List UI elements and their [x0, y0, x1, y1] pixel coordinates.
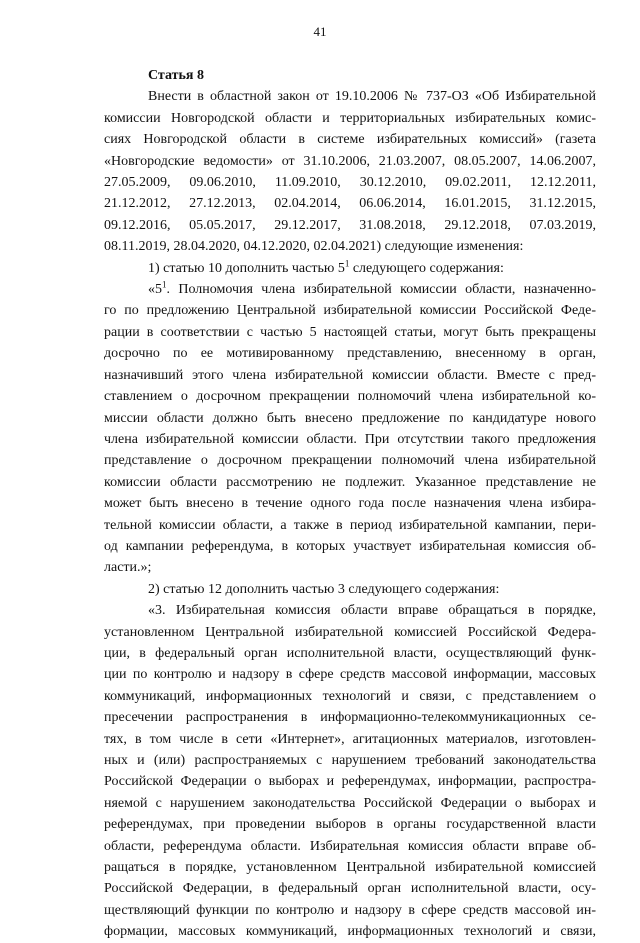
text-fragment: 1) статью 10 дополнить частью 5 — [148, 260, 345, 276]
superscript: 1 — [344, 258, 350, 268]
superscript: 1 — [162, 279, 167, 290]
text-line: 27.05.2009, 09.06.2010, 11.09.2010, 30.12.2010, 09.02.2011, 12.12.2011, — [104, 175, 596, 191]
text-line: Внести в областной закон от 19.10.2006 № 737-ОЗ «Об Избирательной — [148, 89, 596, 105]
text-line — [104, 258, 596, 279]
text-line: комиссии области рассмотрению не подлежит. Указанное представление не — [104, 474, 596, 490]
text-line — [104, 279, 596, 300]
text-line: сиях Новгородской области в системе избирательных комиссий» (газета — [104, 132, 596, 148]
text-line: назначивший этого члена избирательной комиссии области. Вместе с пред- — [104, 367, 596, 383]
text-line: тях, в том числе в сети «Интернет», агитационных материалов, изготовлен- — [104, 731, 596, 747]
text-line: Российской Федерации о выборах и референдумах, информации, распростра- — [104, 774, 596, 790]
text-line: «3. Избирательная комиссия области вправе обращаться в порядке, — [148, 603, 596, 619]
article-heading: Статья 8 — [148, 68, 204, 83]
text-line: установленном Центральной избирательной комиссией Российской Федера- — [104, 624, 596, 640]
text-line: коммуникаций, информационных технологий и связи, с представлением о — [104, 688, 596, 704]
text-line: 08.11.2019, 28.04.2020, 04.12.2020, 02.04.2021) следующие изменения: — [104, 239, 524, 255]
text-line: ных и (или) распространяемых с нарушением требований законодательства — [104, 753, 596, 768]
text-line: 2) статью 12 дополнить частью 3 следующего содержания: — [148, 581, 500, 597]
text-fragment: . Полномочия члена избирательной комиссии области, назначенно- — [166, 282, 596, 298]
text-fragment: «5 — [148, 282, 162, 298]
text-line: ставлением о досрочном прекращении полномочий члена избирательной ко- — [104, 389, 596, 405]
text-line: ции по контролю и надзору в сфере средств массовой информации, массовых — [104, 667, 596, 683]
text-line: ращаться в порядке, установленном Центральной избирательной комиссией — [104, 860, 596, 876]
text-line: од кампании референдума, в которых участвует избирательная комиссия об- — [104, 538, 596, 554]
text-line: няемой с нарушением законодательства Российской Федерации о выборах и — [104, 795, 596, 811]
page-number: 41 — [313, 24, 327, 39]
text-line: «Новгородские ведомости» от 31.10.2006, 21.03.2007, 08.05.2007, 14.06.2007, — [104, 153, 596, 169]
text-line: ласти.»; — [104, 560, 152, 576]
text-line: 21.12.2012, 27.12.2013, 02.04.2014, 06.06.2014, 16.01.2015, 31.12.2015, — [104, 196, 596, 212]
text-line: комиссии Новгородской области и территориальных избирательных комис- — [104, 110, 596, 126]
text-line: рации в соответствии с частью 5 настоящей статьи, могут быть прекращены — [104, 324, 596, 340]
text-line: миссии области должно быть внесено предложение по кандидатуре нового — [104, 410, 596, 426]
text-line: референдумах, при проведении выборов в органы государственной власти — [104, 817, 596, 833]
text-line: го по предложению Центральной избирательной комиссии Российской Феде- — [104, 303, 596, 319]
text-line: представление о досрочном прекращении полномочий члена избирательной — [104, 453, 596, 469]
document-body — [104, 65, 596, 943]
text-line: досрочно по ее мотивированному представлению, внесенному в орган, — [104, 346, 596, 362]
text-fragment: следующего содержания: — [349, 260, 504, 276]
text-line: 09.12.2016, 05.05.2017, 29.12.2017, 31.08.2018, 29.12.2018, 07.03.2019, — [104, 217, 596, 233]
text-line: области, референдума области. Избирательная комиссия области вправе об- — [104, 838, 596, 854]
text-line: тельной комиссии области, а также в период избирательной кампании, пери- — [104, 517, 596, 533]
text-line: члена избирательной комиссии области. При отсутствии такого предложения — [104, 431, 596, 447]
text-line: ществляющий функции по контролю и надзору в сфере средств массовой ин- — [104, 902, 596, 918]
text-line: может быть внесено в течение одного года после назначения члена избира- — [104, 496, 596, 512]
text-line: ции, в федеральный орган исполнительной власти, осуществляющий функ- — [104, 645, 596, 661]
text-line: формации, массовых коммуникаций, информационных технологий и связи, — [104, 924, 596, 940]
text-line: Российской Федерации, в федеральный орган исполнительной власти, осу- — [104, 881, 596, 897]
text-line: пресечении распространения в информационно-телекоммуникационных се- — [104, 710, 596, 726]
